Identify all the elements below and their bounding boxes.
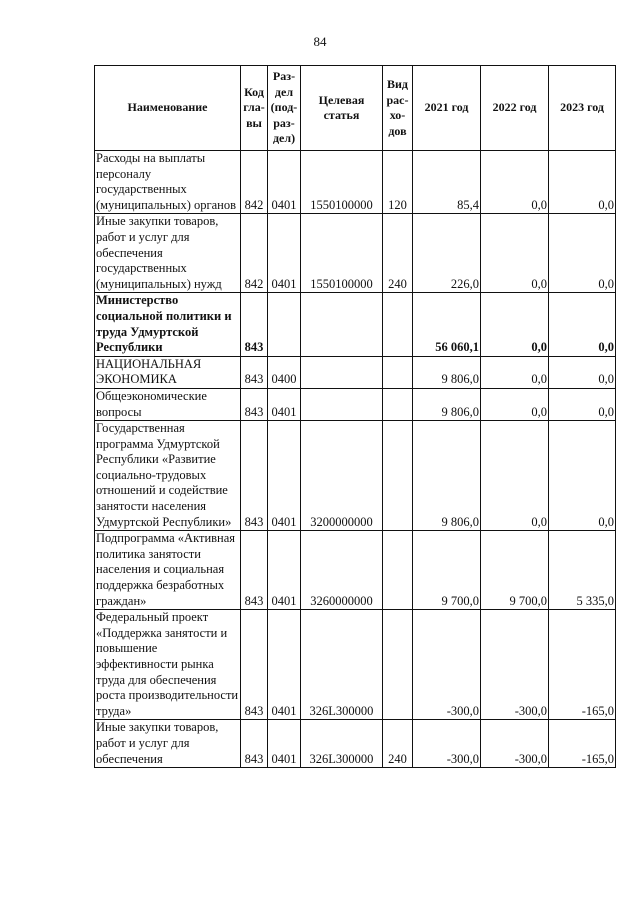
target-article: 1550100000	[301, 214, 383, 293]
table-row	[95, 531, 616, 610]
target-article: 3200000000	[301, 421, 383, 531]
amount-2023: 0,0	[549, 293, 616, 356]
header-chapter-code: Код гла-вы	[241, 66, 268, 151]
target-article: 1550100000	[301, 151, 383, 214]
amount-2021: -300,0	[413, 610, 481, 720]
page-number: 84	[313, 34, 327, 49]
target-article: 326L300000	[301, 610, 383, 720]
expense-type	[383, 293, 413, 356]
section-code: 0401	[268, 610, 301, 720]
chapter-code: 843	[241, 293, 268, 356]
header-expense-type: Вид рас-хо-дов	[383, 66, 413, 151]
amount-2023: -165,0	[549, 610, 616, 720]
amount-2023: 0,0	[549, 388, 616, 420]
expense-type	[383, 610, 413, 720]
amount-2021: -300,0	[413, 720, 481, 768]
table-row	[95, 214, 616, 293]
expense-type: 240	[383, 214, 413, 293]
section-code: 0401	[268, 421, 301, 531]
amount-2022: 0,0	[481, 214, 549, 293]
header-year-2023: 2023 год	[549, 66, 616, 151]
table-row	[95, 720, 616, 768]
amount-2022: 0,0	[481, 151, 549, 214]
row-name: Иные закупки товаров, работ и услуг для обеспечения	[95, 720, 241, 768]
table-row	[95, 151, 616, 214]
expense-type	[383, 356, 413, 388]
chapter-code: 843	[241, 531, 268, 610]
chapter-code: 843	[241, 421, 268, 531]
section-code: 0401	[268, 531, 301, 610]
section-code: 0401	[268, 720, 301, 768]
chapter-code: 843	[241, 610, 268, 720]
amount-2023: -165,0	[549, 720, 616, 768]
row-name: Подпрограмма «Активная политика занятости населения и социальная поддержка безработных граждан»	[95, 531, 241, 610]
amount-2022: 0,0	[481, 356, 549, 388]
section-code: 0401	[268, 151, 301, 214]
section-code	[268, 293, 301, 356]
target-article	[301, 356, 383, 388]
amount-2023: 0,0	[549, 421, 616, 531]
header-target-article: Целевая статья	[301, 66, 383, 151]
row-name: Иные закупки товаров, работ и услуг для обеспечения государственных (муниципальных) нужд	[95, 214, 241, 293]
amount-2021: 226,0	[413, 214, 481, 293]
expense-type: 120	[383, 151, 413, 214]
amount-2021: 9 806,0	[413, 356, 481, 388]
amount-2023: 0,0	[549, 214, 616, 293]
amount-2022: 9 700,0	[481, 531, 549, 610]
amount-2021: 56 060,1	[413, 293, 481, 356]
section-code: 0400	[268, 356, 301, 388]
table-row	[95, 421, 616, 531]
amount-2021: 9 806,0	[413, 421, 481, 531]
budget-table	[94, 65, 616, 768]
amount-2021: 9 806,0	[413, 388, 481, 420]
target-article: 3260000000	[301, 531, 383, 610]
row-name: Министерство социальной политики и труда Удмуртской Республики	[95, 293, 241, 356]
amount-2022: -300,0	[481, 610, 549, 720]
target-article: 326L300000	[301, 720, 383, 768]
header-year-2021: 2021 год	[413, 66, 481, 151]
expense-type	[383, 388, 413, 420]
row-name: Федеральный проект «Поддержка занятости и повышение эффективности рынка труда для обеспечения роста производительности труда»	[95, 610, 241, 720]
expense-type	[383, 531, 413, 610]
amount-2021: 85,4	[413, 151, 481, 214]
table-row	[95, 356, 616, 388]
row-name: НАЦИОНАЛЬНАЯ ЭКОНОМИКА	[95, 356, 241, 388]
chapter-code: 843	[241, 356, 268, 388]
table-row	[95, 610, 616, 720]
amount-2021: 9 700,0	[413, 531, 481, 610]
row-name: Государственная программа Удмуртской Республики «Развитие социально-трудовых отношений и содействие занятости населения Удмуртской Республики»	[95, 421, 241, 531]
chapter-code: 842	[241, 214, 268, 293]
target-article	[301, 388, 383, 420]
amount-2022: 0,0	[481, 293, 549, 356]
amount-2023: 0,0	[549, 151, 616, 214]
table-row	[95, 388, 616, 420]
expense-type	[383, 421, 413, 531]
section-code: 0401	[268, 388, 301, 420]
header-row	[95, 66, 616, 151]
chapter-code: 843	[241, 720, 268, 768]
amount-2022: 0,0	[481, 421, 549, 531]
chapter-code: 843	[241, 388, 268, 420]
expense-type: 240	[383, 720, 413, 768]
row-name: Расходы на выплаты персоналу государственных (муниципальных) органов	[95, 151, 241, 214]
target-article	[301, 293, 383, 356]
header-section: Раз-дел (под-раз-дел)	[268, 66, 301, 151]
amount-2022: 0,0	[481, 388, 549, 420]
amount-2023: 5 335,0	[549, 531, 616, 610]
chapter-code: 842	[241, 151, 268, 214]
amount-2023: 0,0	[549, 356, 616, 388]
row-name: Общеэкономические вопросы	[95, 388, 241, 420]
header-year-2022: 2022 год	[481, 66, 549, 151]
header-name: Наименование	[95, 66, 241, 151]
amount-2022: -300,0	[481, 720, 549, 768]
section-code: 0401	[268, 214, 301, 293]
table-row	[95, 293, 616, 356]
